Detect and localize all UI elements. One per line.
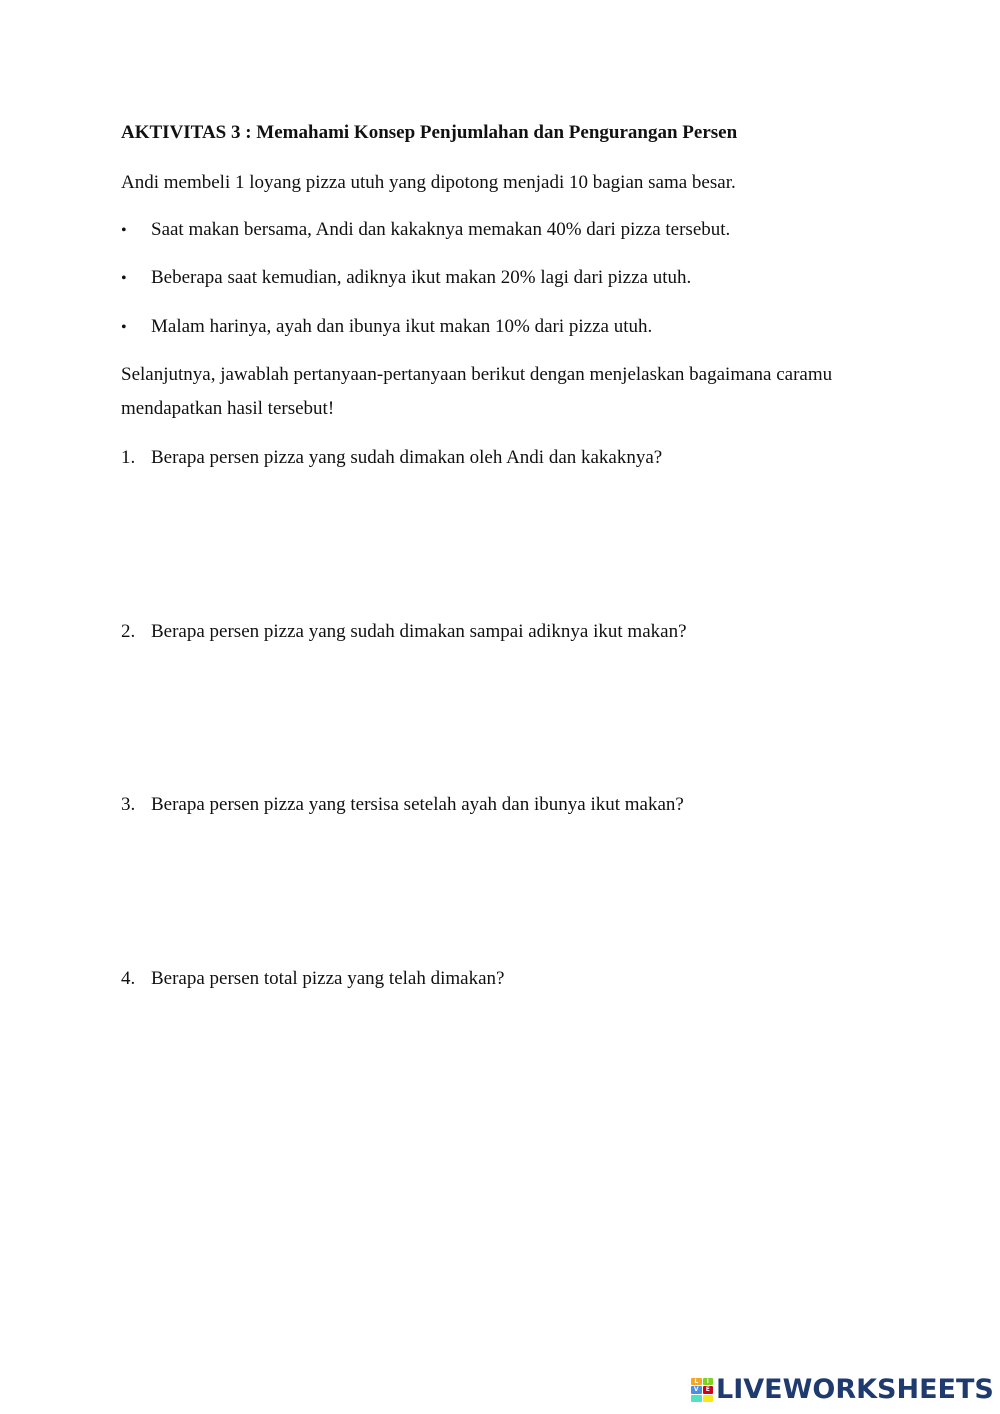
question-text: Berapa persen total pizza yang telah dimakan?: [151, 968, 505, 989]
logo-cell: E: [703, 1386, 714, 1393]
question-text: Berapa persen pizza yang sudah dimakan oleh Andi dan kakaknya?: [151, 447, 663, 468]
question-text: Berapa persen pizza yang sudah dimakan sampai adiknya ikut makan?: [151, 621, 687, 642]
question-number: 4.: [121, 968, 136, 989]
logo-cell: V: [691, 1386, 702, 1393]
logo-cell: L: [691, 1378, 702, 1385]
question-3: [121, 793, 684, 817]
bullet-text: Saat makan bersama, Andi dan kakaknya memakan 40% dari pizza tersebut.: [151, 219, 731, 240]
instruction-paragraph: Selanjutnya, jawablah pertanyaan-pertanyaan berikut dengan menjelaskan bagaimana caramu mendapatkan hasil tersebut!: [121, 364, 833, 419]
logo-grid-icon: [691, 1378, 713, 1402]
intro-paragraph: Andi membeli 1 loyang pizza utuh yang dipotong menjadi 10 bagian sama besar.: [121, 172, 736, 193]
logo-cell: [703, 1395, 714, 1402]
bullet-item-1: [121, 218, 730, 243]
question-4: [121, 967, 504, 991]
logo-text: LIVEWORKSHEETS: [716, 1374, 994, 1405]
liveworksheets-logo: [691, 1374, 994, 1406]
question-text: Berapa persen pizza yang tersisa setelah ayah dan ibunya ikut makan?: [151, 794, 684, 815]
question-1: [121, 446, 662, 470]
question-number: 1.: [121, 447, 136, 468]
bullet-text: Malam harinya, ayah dan ibunya ikut makan 10% dari pizza utuh.: [151, 316, 653, 337]
bullet-text: Beberapa saat kemudian, adiknya ikut makan 20% lagi dari pizza utuh.: [151, 267, 692, 288]
bullet-item-3: [121, 315, 652, 340]
question-number: 2.: [121, 621, 136, 642]
question-2: [121, 620, 687, 644]
bullet-icon: •: [121, 222, 127, 239]
logo-cell: I: [703, 1378, 714, 1385]
page-title: AKTIVITAS 3 : Memahami Konsep Penjumlahan dan Pengurangan Persen: [121, 122, 738, 143]
question-number: 3.: [121, 794, 136, 815]
bullet-item-2: [121, 266, 691, 291]
bullet-icon: •: [121, 270, 127, 287]
logo-cell: [691, 1395, 702, 1402]
bullet-icon: •: [121, 319, 127, 336]
